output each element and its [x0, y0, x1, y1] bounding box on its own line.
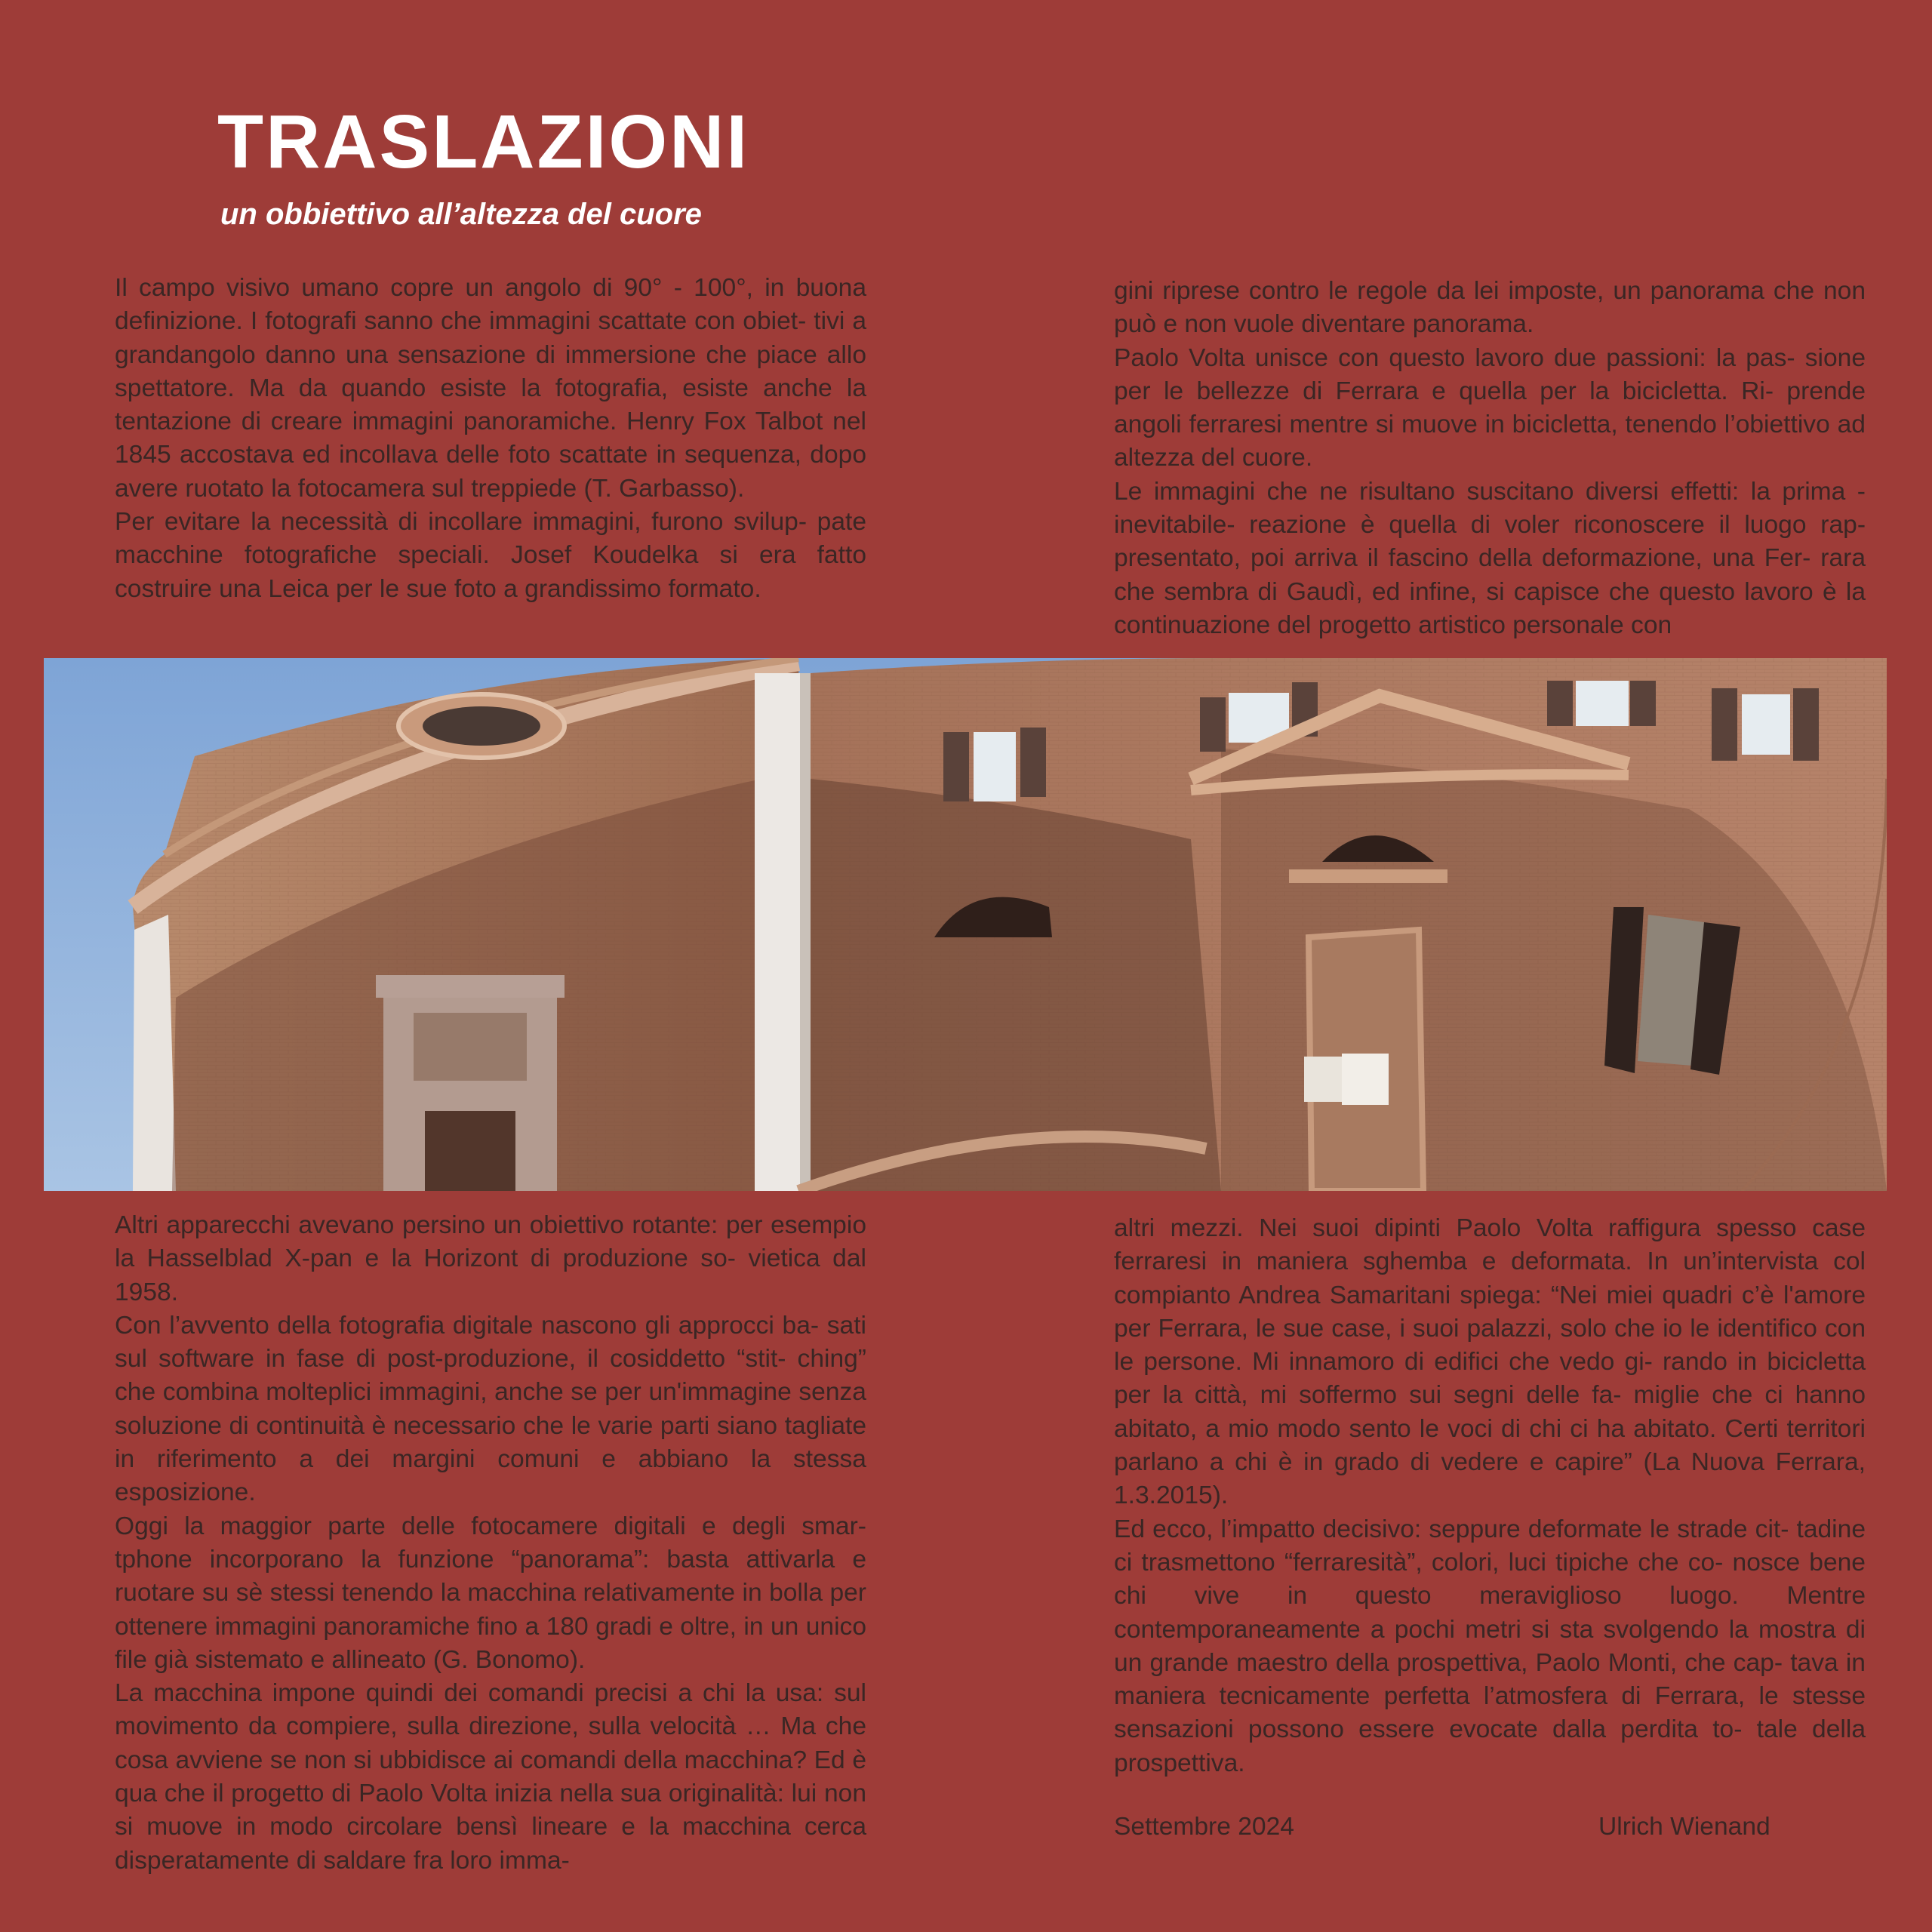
panorama-photo	[44, 658, 1887, 1191]
author-name: Ulrich Wienand	[1598, 1813, 1770, 1841]
paragraph: Per evitare la necessità di incollare immagini, furono svilup- pate macchine fotografiche speciali. Josef Koudelka si era fatto costruire una Leica per le sue foto a grandissimo formato.	[115, 508, 866, 603]
paragraph: La macchina impone quindi dei comandi precisi a chi la usa: sul movimento da compiere, sulla direzione, sulla velocità … Ma che cosa avviene se non si ubbidisce ai comandi della macchina? Ed è qua che il progetto di Paolo Volta inizia nella sua originalità: lui non si muove in modo circolare bensì lineare e la macchina cerca disperatamente di saldare fra loro imma-	[115, 1679, 866, 1875]
paragraph: Le immagini che ne risultano suscitano diversi effetti: la prima -inevitabile- reazione è quella di voler riconoscere il luogo rap- presentato, poi arriva il fascino della deformazione, una Fer- rara che sembra di Gaudì, ed infine, si capisce che questo lavoro è la continuazione del progetto artistico personale con	[1114, 477, 1866, 639]
white-pilaster	[133, 915, 176, 1191]
paragraph: Altri apparecchi avevano persino un obiettivo rotante: per esempio la Hasselblad X-pan e la Horizont di produzione so- vietica dal 1958.	[115, 1211, 866, 1306]
paragraph: Paolo Volta unisce con questo lavoro due passioni: la pas- sione per le bellezze di Ferrara e quella per la bicicletta. Ri- prende angoli ferraresi mentre si muove in bicicletta, tenendo l’obiettivo ad altezza del cuore.	[1114, 343, 1866, 472]
page-subtitle: un obbiettivo all’altezza del cuore	[220, 198, 702, 231]
signature-line	[1114, 1813, 1869, 1849]
paragraph: Con l’avvento della fotografia digitale nascono gli approcci ba- sati sul software in fase di post-produzione, il cosiddetto “stit- ching” che combina molteplici immagini, anche se per un'immagine senza soluzione di continuità è necessario che le varie parti siano tagliate in riferimento a dei margini comuni e abbiano la stessa esposizione.	[115, 1311, 866, 1507]
window	[1547, 681, 1656, 726]
text-column-top-right	[1114, 275, 1866, 642]
paragraph: Ed ecco, l’impatto decisivo: seppure deformate le strade cit- tadine ci trasmettono “ferraresità”, colori, luci tipiche che co- nosce bene chi vive in questo meraviglioso luogo. Mentre contemporaneamente a pochi metri si sta svolgendo la mostra di un grande maestro della prospettiva, Paolo Monti, che cap- tava in maniera tecnicamente perfetta l’atmosfera di Ferrara, le stesse sensazioni possono essere evocate dalla perdita to- tale della prospettiva.	[1114, 1515, 1866, 1777]
paragraph: Il campo visivo umano copre un angolo di 90° - 100°, in buona definizione. I fotografi sanno che immagini scattate con obiet- tivi a grandangolo danno una sensazione di immersione che piace allo spettatore. Ma da quando esiste la fotografia, esiste anche la tentazione di creare immagini panoramiche. Henry Fox Talbot nel 1845 accostava ed incollava delle foto scattate in sequenza, dopo avere ruotato la fotocamera sul treppiede (T. Garbasso).	[115, 274, 866, 503]
text-column-bottom-left	[115, 1209, 866, 1878]
lattice-window	[1604, 907, 1740, 1075]
panorama-illustration	[44, 658, 1887, 1191]
poster	[1304, 1057, 1346, 1102]
date: Settembre 2024	[1114, 1813, 1294, 1841]
text-column-bottom-right	[1114, 1212, 1866, 1780]
paragraph: altri mezzi. Nei suoi dipinti Paolo Volta raffigura spesso case ferraresi in maniera sghemba e deformata. In un’intervista col compianto Andrea Samaritani spiega: “Nei miei quadri c’è l'amore per Ferrara, le sue case, i suoi palazzi, solo che io le identifico con le persone. Mi innamoro di edifici che vedo gi- rando in bicicletta per la città, mi soffermo sui segni delle fa- miglie che ci hanno abitato, a mio modo sento le voci di chi ci ha abitato. Certi territori parlano a chi è in grado di vedere e capire” (La Nuova Ferrara, 1.3.2015).	[1114, 1214, 1866, 1510]
paragraph: Oggi la maggior parte delle fotocamere digitali e degli smar- tphone incorporano la funzione “panorama”: basta attivarla e ruotare su sè stessi tenendo la macchina relativamente in bolla per ottenere immagini panoramiche fino a 180 gradi e oltre, in un unico file già sistemato e allineato (G. Bonomo).	[115, 1512, 866, 1674]
window	[1712, 688, 1819, 761]
window	[943, 728, 1046, 801]
paragraph: gini riprese contro le regole da lei imposte, un panorama che non può e non vuole diventare panorama.	[1114, 277, 1866, 339]
text-column-top-left	[115, 272, 866, 606]
page-title: TRASLAZIONI	[217, 100, 750, 184]
